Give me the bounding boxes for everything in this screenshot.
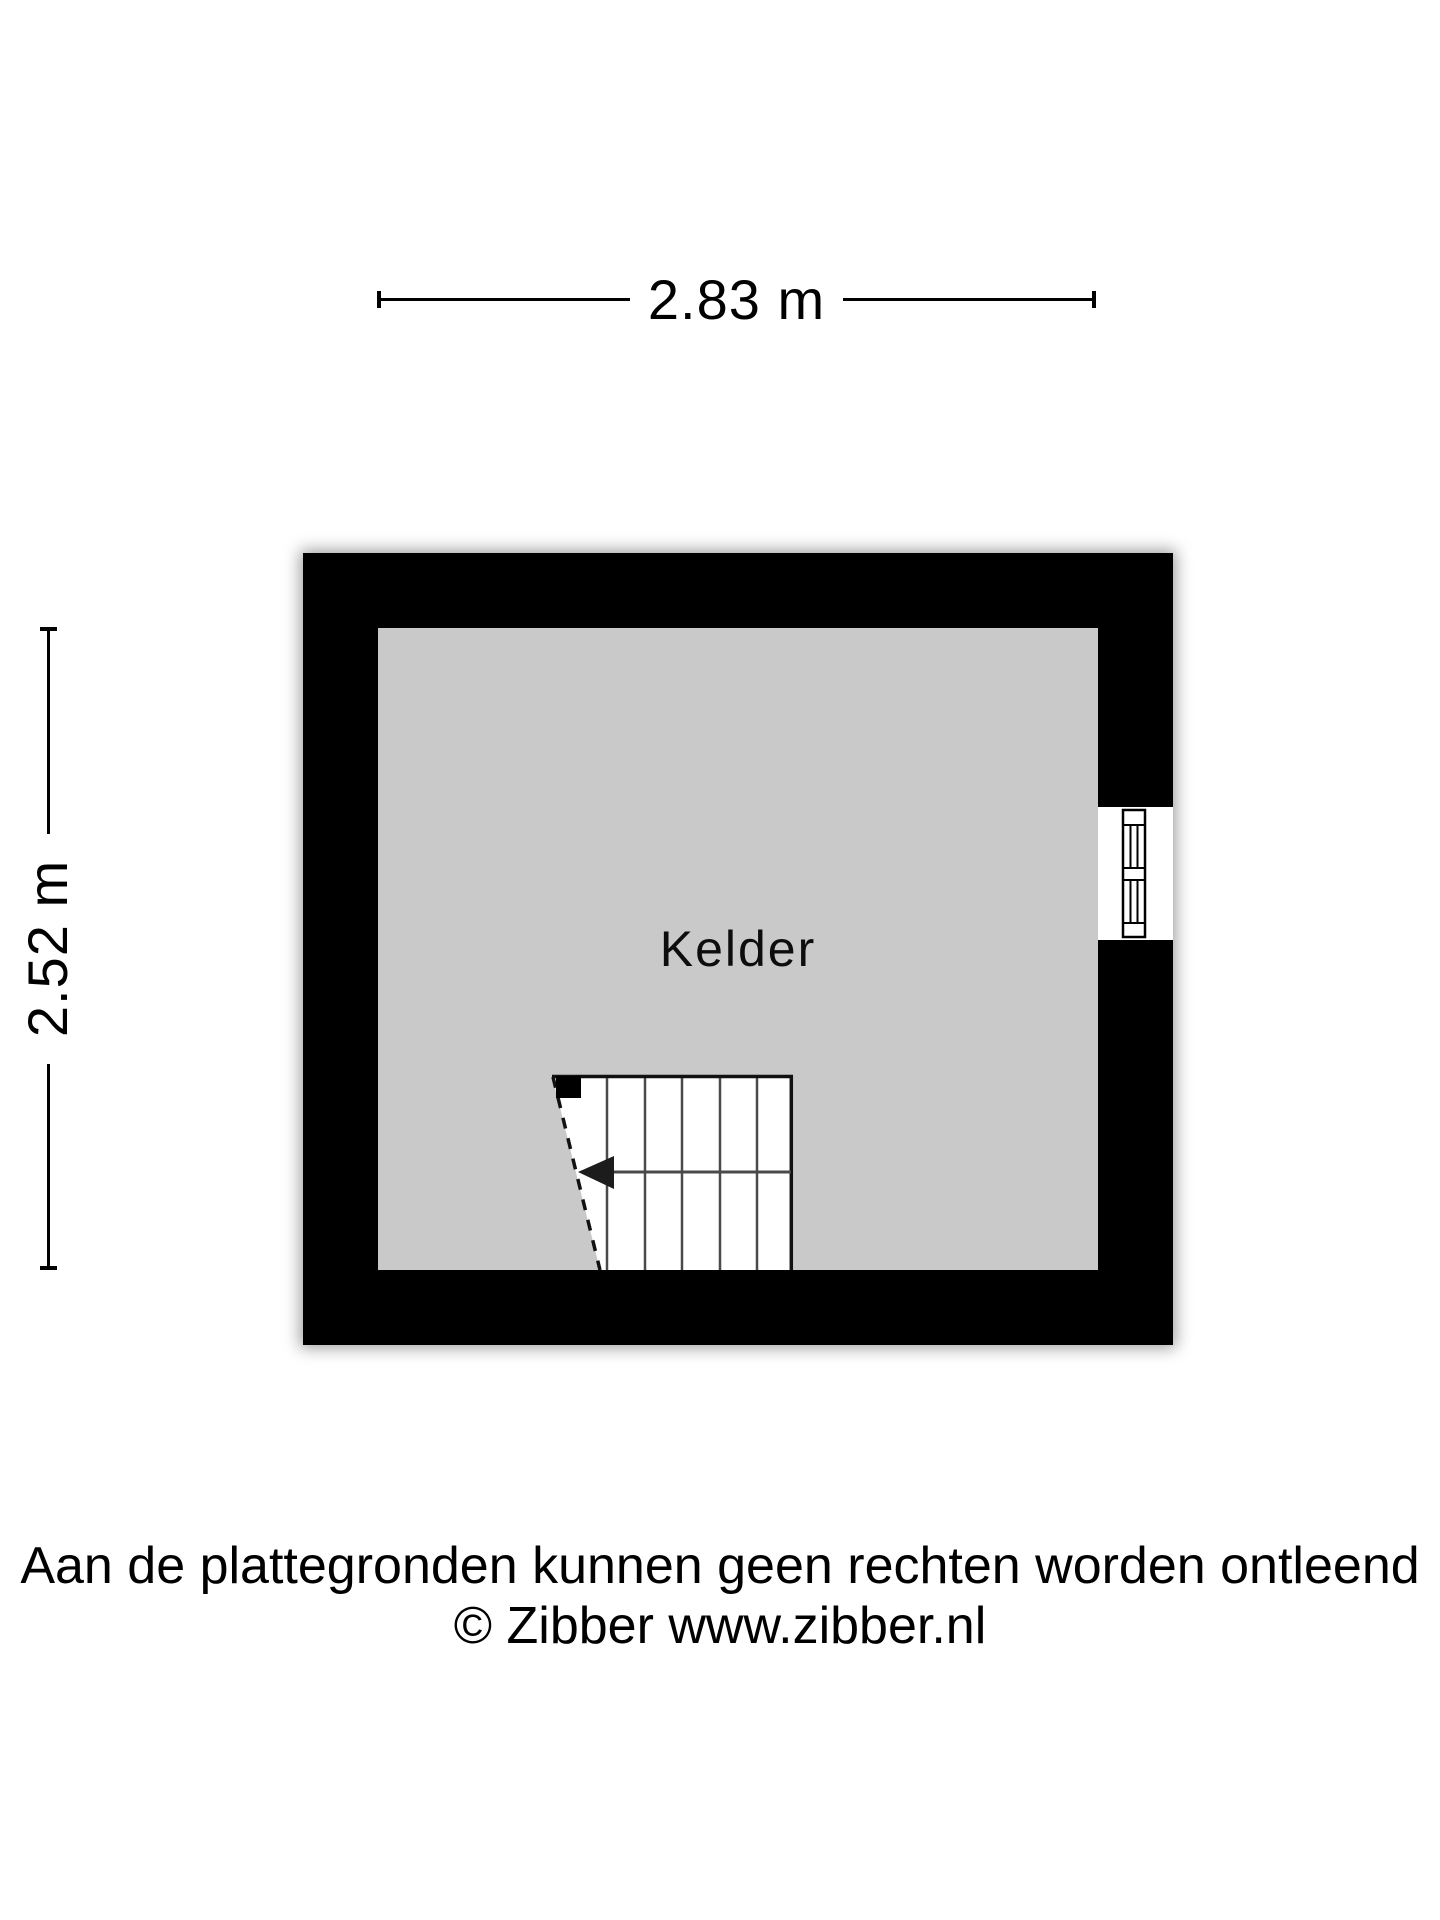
copyright-text: © Zibber www.zibber.nl xyxy=(453,1597,987,1655)
stair-landing-post xyxy=(556,1076,581,1098)
dimension-tick-bottom xyxy=(40,1266,57,1270)
floorplan xyxy=(303,553,1173,1345)
footer xyxy=(0,1536,1440,1656)
width-dimension xyxy=(377,267,1096,331)
dimension-line-segment xyxy=(47,1064,50,1267)
width-dimension-label: 2.83 m xyxy=(647,267,826,331)
height-dimension-label: 2.52 m xyxy=(16,859,80,1038)
dimension-line-segment xyxy=(47,631,50,834)
room-label: Kelder xyxy=(659,921,817,977)
window-icon xyxy=(1098,807,1173,940)
dimension-line-segment xyxy=(381,298,630,301)
plan-symbols xyxy=(303,553,1173,1345)
staircase-icon xyxy=(552,1075,793,1270)
dimension-line-segment xyxy=(843,298,1092,301)
disclaimer-text: Aan de plattegronden kunnen geen rechten worden ontleend xyxy=(20,1537,1420,1595)
window-frame xyxy=(1123,810,1145,937)
dimension-tick-right xyxy=(1092,291,1096,308)
height-dimension xyxy=(16,627,80,1270)
height-dimension-label-box xyxy=(16,834,80,1064)
